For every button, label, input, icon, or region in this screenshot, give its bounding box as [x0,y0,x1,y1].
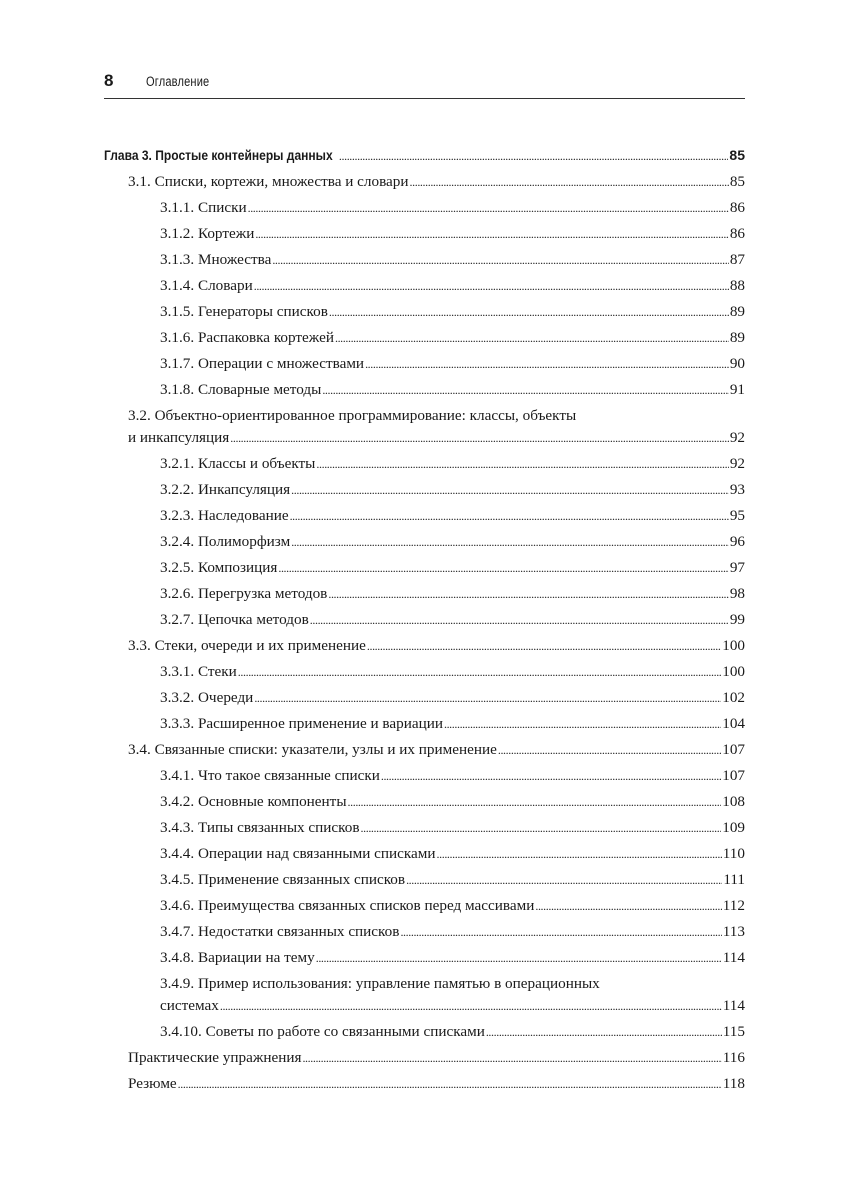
toc-subsection-entry [104,273,745,299]
toc-entry-title-continued: и инкапсуляция [128,429,230,446]
dot-leader [322,377,728,403]
toc-subsection-entry [104,529,745,555]
toc-subsection-entry [104,971,745,1019]
toc-page-number: 118 [722,1075,745,1092]
toc-entry-title: 3.4.10. Советы по работе со связанными списками [160,1023,485,1040]
toc-entry-title: 3.3. Стеки, очереди и их применение [128,637,366,654]
toc-page-number: 111 [723,871,745,888]
dot-leader [437,841,722,867]
toc-entry-title: 3.3.1. Стеки [160,663,237,680]
toc-subsection-entry [104,477,745,503]
toc-entry-title: 3.1.7. Операции с множествами [160,355,365,372]
toc-page-number: 98 [729,585,745,602]
toc-page-number: 114 [722,997,745,1014]
toc-subsection-entry [104,555,745,581]
toc-subsection-entry [104,351,745,377]
toc-page-number: 114 [722,949,745,966]
toc-entry-title: 3.1.4. Словари [160,277,253,294]
toc-subsection-entry [104,299,745,325]
toc-page-number: 107 [722,741,745,758]
toc-page-number: 95 [729,507,745,524]
dot-leader [290,503,729,529]
dot-leader [406,867,722,893]
toc-entry-title: 3.4.9. Пример использования: управление памятью в операционных [160,975,600,992]
toc-page-number: 104 [722,715,745,732]
dot-leader [316,945,722,971]
dot-leader [400,919,721,945]
toc-page-number: 107 [722,767,745,784]
dot-leader [310,607,729,633]
dot-leader [410,169,729,195]
toc-page-number: 100 [722,663,745,680]
toc-subsection-entry [104,711,745,737]
toc-page-number: 86 [729,199,745,216]
toc-entry-title: 3.2.2. Инкапсуляция [160,481,291,498]
toc-chapter-entry [104,142,745,169]
dot-leader [444,711,721,737]
toc-subsection-entry [104,325,745,351]
dot-leader [291,477,729,503]
toc-entry-title: 3.4.4. Операции над связанными списками [160,845,436,862]
toc-page-number: 86 [729,225,745,242]
toc-page-number: 113 [722,923,745,940]
toc-page-number: 89 [729,329,745,346]
toc-subsection-entry [104,919,745,945]
toc-page-number: 92 [729,455,745,472]
toc-page-number: 96 [729,533,745,550]
toc-entry-title-continued: системах [160,997,219,1014]
toc-entry-title: 3.4.2. Основные компоненты [160,793,347,810]
toc-subsection-entry [104,789,745,815]
toc-page-number: 115 [722,1023,745,1040]
toc-page-number: 90 [729,355,745,372]
toc-entry-title: 3.1.1. Списки [160,199,247,216]
toc-subsection-entry [104,221,745,247]
toc-entry-title: 3.4.3. Типы связанных списков [160,819,360,836]
toc-page-number: 108 [722,793,745,810]
toc-page-number: 102 [722,689,745,706]
dot-leader [361,815,722,841]
toc-subsection-entry [104,867,745,893]
toc-subsection-entry [104,763,745,789]
toc-subsection-entry [104,1019,745,1045]
toc-page-number: 92 [729,429,745,446]
dot-leader [335,325,729,351]
toc-page-number: 87 [729,251,745,268]
toc-page-number: 100 [722,637,745,654]
toc-section-entry [104,169,745,195]
toc-entry-title: 3.2.6. Перегрузка методов [160,585,328,602]
toc-page-number: 97 [729,559,745,576]
toc-subsection-entry [104,841,745,867]
toc-entry-title: 3.2.7. Цепочка методов [160,611,309,628]
dot-leader [291,529,729,555]
dot-leader [498,737,721,763]
toc-entry-title: 3.2. Объектно-ориентированное программирование: классы, объекты [128,407,577,424]
toc-subsection-entry [104,247,745,273]
toc-entry-title: 3.3.2. Очереди [160,689,254,706]
toc-subsection-entry [104,815,745,841]
toc-page-number: 112 [722,897,745,914]
dot-leader [365,351,729,377]
toc-entry-title: 3.1.6. Распаковка кортежей [160,329,334,346]
dot-leader [272,247,728,273]
toc-entry-title: 3.4.8. Вариации на тему [160,949,315,966]
toc-entry-title: Практические упражнения [128,1049,302,1066]
dot-leader [178,1071,722,1097]
dot-leader [328,581,728,607]
toc-subsection-entry [104,503,745,529]
toc-page-number: 116 [722,1049,745,1066]
toc-page-number: 85 [729,173,745,190]
toc-entry-title: 3.2.4. Полиморфизм [160,533,291,550]
dot-leader [381,763,721,789]
toc-page-number: 88 [729,277,745,294]
toc-section-entry [104,403,745,451]
toc-entry-title: Резюме [128,1075,177,1092]
toc-entry-title: 3.1.5. Генераторы списков [160,303,328,320]
dot-leader [367,633,721,659]
dot-leader [254,273,729,299]
dot-leader [238,659,721,685]
toc-subsection-entry [104,377,745,403]
toc-entry-title: Глава 3. Простые контейнеры данных [104,147,333,163]
toc-entry-title: 3.4.5. Применение связанных списков [160,871,406,888]
toc-section-entry [104,737,745,763]
toc-subsection-entry [104,195,745,221]
toc-page-number: 99 [729,611,745,628]
dot-leader [248,195,729,221]
toc-page-number: 91 [729,381,745,398]
dot-leader [278,555,728,581]
dot-leader [254,685,721,711]
dot-leader [230,427,729,449]
toc-subsection-entry [104,607,745,633]
running-header [104,70,745,99]
toc-page-number: 85 [729,147,745,163]
toc-entry-title: 3.4. Связанные списки: указатели, узлы и их применение [128,741,497,758]
toc-entry-title: 3.4.7. Недостатки связанных списков [160,923,400,940]
dot-leader [535,893,721,919]
toc-entry-title: 3.3.3. Расширенное применение и вариации [160,715,443,732]
toc-section-entry [104,633,745,659]
toc-entry-title: 3.2.1. Классы и объекты [160,455,316,472]
page-number: 8 [104,71,114,90]
toc-entry-title: 3.2.3. Наследование [160,507,289,524]
dot-leader [220,995,722,1017]
dot-leader [329,299,729,325]
toc-entry-title: 3.4.6. Преимущества связанных списков перед массивами [160,897,535,914]
dot-leader [255,221,728,247]
dot-leader [486,1019,722,1045]
toc-page-number: 110 [722,845,745,862]
toc-subsection-entry [104,893,745,919]
toc-subsection-entry [104,581,745,607]
toc-entry-title: 3.2.5. Композиция [160,559,278,576]
toc-subsection-entry [104,451,745,477]
toc-subsection-entry [104,659,745,685]
toc-entry-title: 3.4.1. Что такое связанные списки [160,767,380,784]
toc-subsection-entry [104,685,745,711]
toc-section-entry [104,1071,745,1097]
toc-subsection-entry [104,945,745,971]
toc-page-number: 109 [722,819,745,836]
toc-entry-title: 3.1.2. Кортежи [160,225,255,242]
dot-leader [348,789,722,815]
dot-leader [316,451,728,477]
dot-leader [302,1045,721,1071]
toc-section-entry [104,1045,745,1071]
table-of-contents [104,142,745,1097]
running-title: Оглавление [146,74,210,89]
toc-entry-title: 3.1.3. Множества [160,251,272,268]
toc-entry-title: 3.1.8. Словарные методы [160,381,322,398]
toc-page-number: 89 [729,303,745,320]
toc-page-number: 93 [729,481,745,498]
dot-leader [339,143,729,169]
toc-entry-title: 3.1. Списки, кортежи, множества и словари [128,173,409,190]
